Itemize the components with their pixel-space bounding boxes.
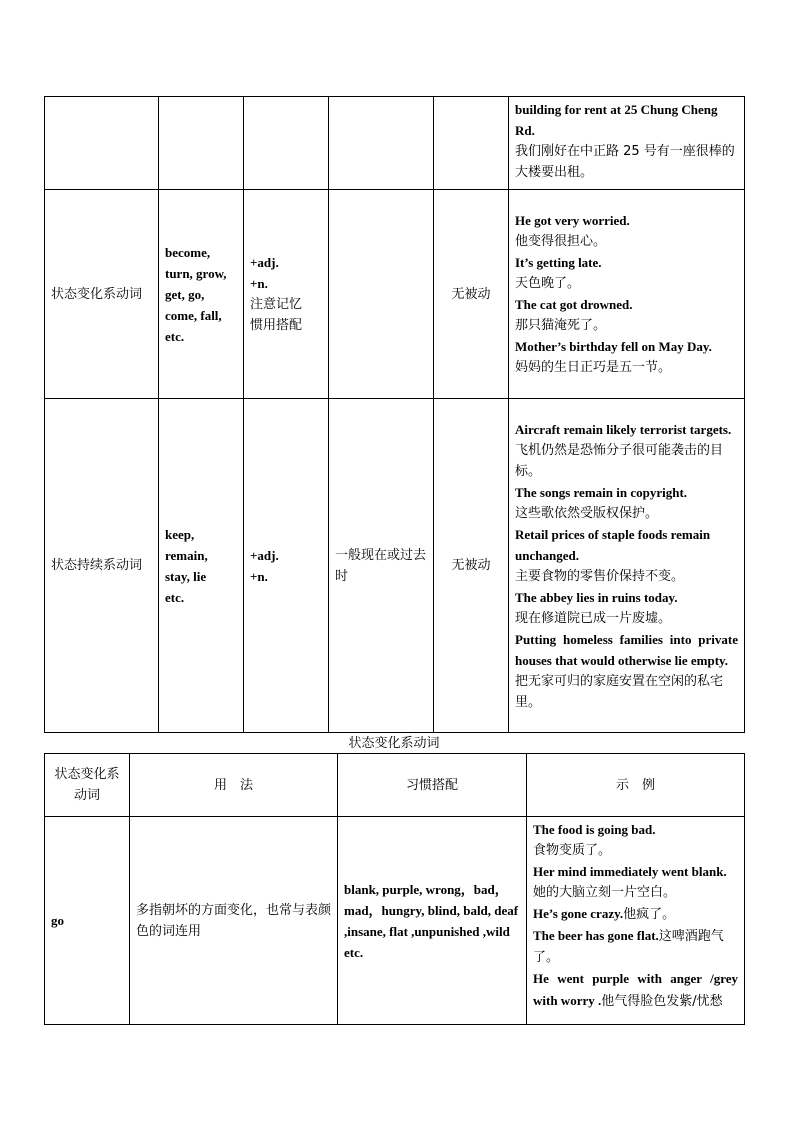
example-en: He got very worried. <box>515 213 630 228</box>
example-zh: 他疯了。 <box>623 907 676 922</box>
example-zh: 他变得很担心。 <box>515 234 607 249</box>
example-en: He’s gone crazy. <box>533 906 624 921</box>
category-cell <box>45 97 159 190</box>
passive-cell: 无被动 <box>434 399 509 733</box>
verb-line: stay, lie <box>165 568 207 584</box>
pattern-cell <box>244 399 329 733</box>
example-zh: 她的大脑立刻一片空白。 <box>533 885 677 900</box>
pattern-cell <box>244 97 329 190</box>
category-cell: 状态持续系动词 <box>45 399 159 733</box>
example-en: Aircraft remain likely terrorist targets. <box>515 421 732 437</box>
example-zh: 现在修道院已成一片废墟。 <box>515 610 672 626</box>
example-zh: 食物变质了。 <box>533 843 612 858</box>
example-zh: 把无家可归的家庭安置在空闲的私宅里。 <box>515 673 724 710</box>
column-header: 习惯搭配 <box>338 754 527 817</box>
example-en: Retail prices of staple foods remain unchanged. <box>515 526 711 563</box>
example-cell <box>509 97 745 190</box>
example-en: Putting homeless families into private houses that would otherwise lie empty. <box>515 631 738 668</box>
usage-cell: 多指朝坏的方面变化，也常与表颜色的词连用 <box>130 817 338 1025</box>
table-caption: 状态变化系动词 <box>348 736 440 751</box>
column-header: 示 例 <box>527 754 745 817</box>
verb-line: keep, <box>165 526 195 542</box>
tense-cell <box>329 97 434 190</box>
column-header: 用 法 <box>130 754 338 817</box>
example-en: Mother’s birthday fell on May Day. <box>515 339 712 354</box>
table-row <box>45 190 745 399</box>
pattern-line: 注意记忆 <box>250 297 303 312</box>
pattern-line: +n. <box>250 568 268 584</box>
verb-line: become, <box>165 244 211 260</box>
example-en: The songs remain in copyright. <box>515 484 688 500</box>
header-row <box>45 754 745 817</box>
example-mixed <box>533 968 738 1012</box>
example-en: The food is going bad. <box>533 822 656 837</box>
passive-cell <box>434 97 509 190</box>
table-row <box>45 97 745 190</box>
example-cell <box>509 190 745 399</box>
example-zh: 这些歌依然受版权保护。 <box>515 505 659 521</box>
example-en: The beer has gone flat. <box>533 928 659 943</box>
example-mixed <box>533 903 738 925</box>
linking-verb-table <box>44 96 745 733</box>
example-en: building for rent at 25 Chung Cheng Rd. <box>515 102 718 138</box>
example-en: Her mind immediately went blank. <box>533 864 727 879</box>
table-row <box>45 399 745 733</box>
pattern-line: +adj. <box>250 547 279 563</box>
verb-cell: go <box>45 817 130 1025</box>
column-header: 状态变化系动词 <box>45 754 130 817</box>
example-en: He went purple with anger /grey with worry . <box>533 971 738 1008</box>
example-cell <box>509 399 745 733</box>
state-change-verb-table <box>44 753 745 1025</box>
verb-line: get, go, <box>165 286 205 302</box>
verbs-cell <box>159 399 244 733</box>
example-zh: 主要食物的零售价保持不变。 <box>515 568 685 584</box>
example-zh: 这啤酒跑气了。 <box>533 929 724 965</box>
collocations-cell: blank, purple, wrong，bad，mad，hungry, blind, bald, deaf ,insane, flat ,unpunished ,wild etc. <box>338 817 527 1025</box>
pattern-cell <box>244 190 329 399</box>
verb-line: come, fall, <box>165 307 222 323</box>
category-cell: 状态变化系动词 <box>45 190 159 399</box>
pattern-line: +n. <box>250 276 268 291</box>
pattern-line: +adj. <box>250 255 279 270</box>
passive-cell: 无被动 <box>434 190 509 399</box>
example-en: It’s getting late. <box>515 255 602 270</box>
verbs-cell <box>159 97 244 190</box>
verb-line: etc. <box>165 328 185 344</box>
table-row <box>45 817 745 1025</box>
tense-cell: 一般现在或过去时 <box>329 399 434 733</box>
example-zh: 那只猫淹死了。 <box>515 318 607 333</box>
verb-line: remain, <box>165 547 208 563</box>
example-zh: 他气得脸色发紫/忧愁 <box>601 994 723 1009</box>
example-zh: 天色晚了。 <box>515 276 581 291</box>
example-en: The abbey lies in ruins today. <box>515 589 678 605</box>
example-zh: 飞机仍然是恐怖分子很可能袭击的目标。 <box>515 442 724 479</box>
example-cell <box>527 817 745 1025</box>
example-en: The cat got drowned. <box>515 297 633 312</box>
example-zh: 我们刚好在中正路 25 号有一座很棒的大楼要出租。 <box>515 144 735 180</box>
example-mixed <box>533 925 738 968</box>
tense-cell <box>329 190 434 399</box>
pattern-line: 惯用搭配 <box>250 318 303 333</box>
verb-line: etc. <box>165 589 185 605</box>
verbs-cell <box>159 190 244 399</box>
verb-line: turn, grow, <box>165 265 227 281</box>
example-zh: 妈妈的生日正巧是五一节。 <box>515 360 672 375</box>
